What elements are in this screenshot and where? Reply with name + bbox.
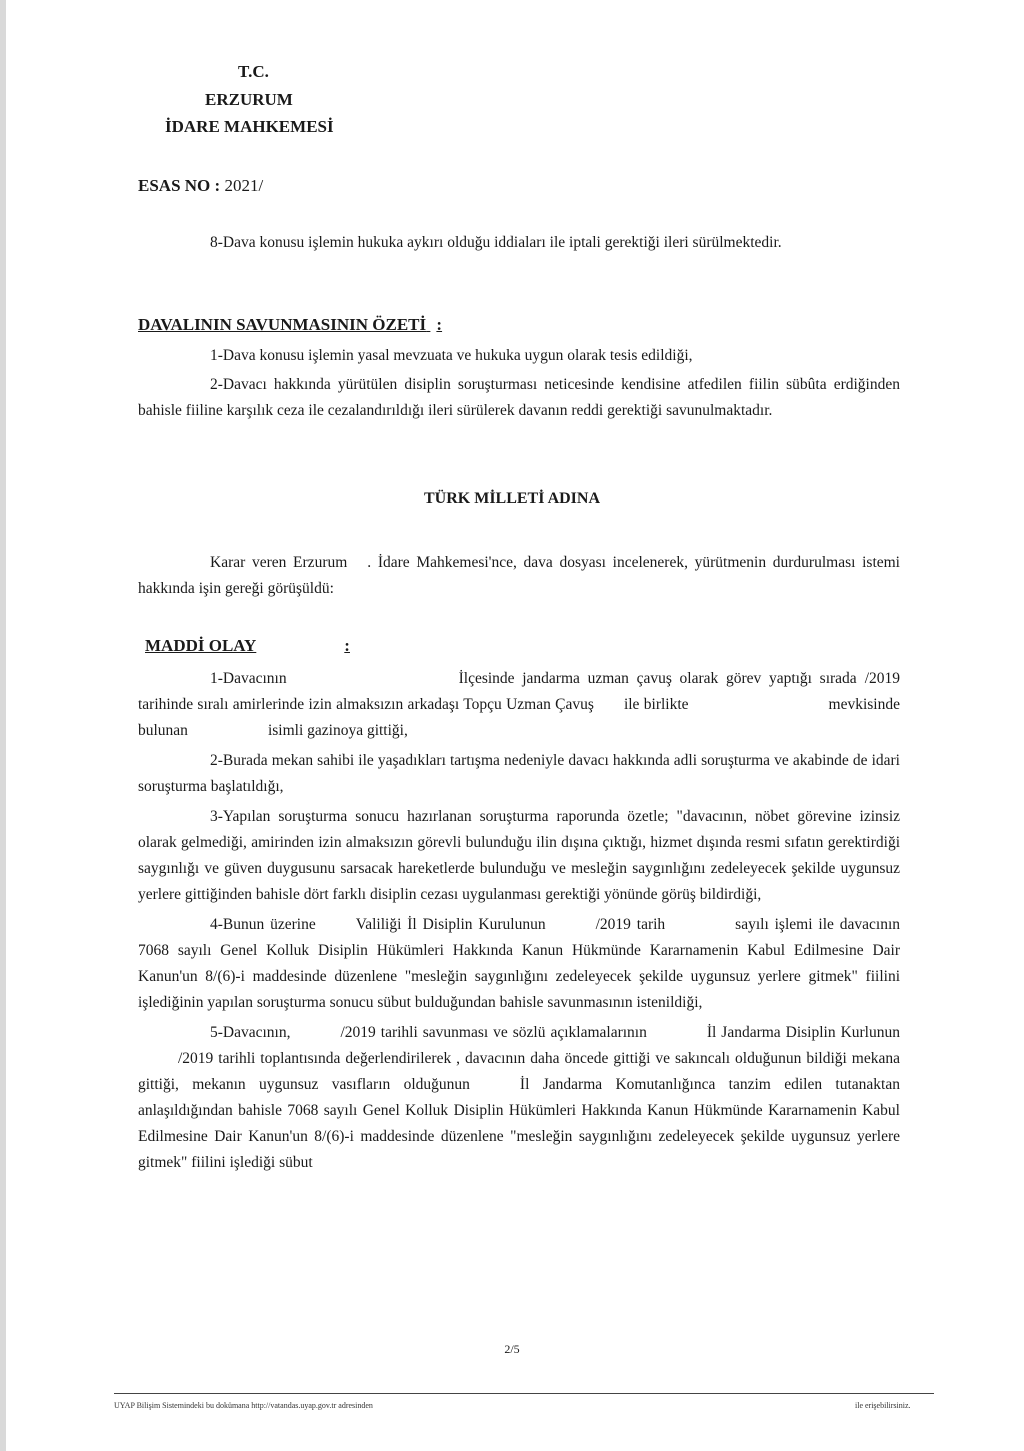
- esas-no: [138, 176, 263, 196]
- facts-p1-b: İlçesinde jandarma uzman çavuş olarak görev yaptığı sırada: [458, 670, 857, 687]
- facts-p5-d: /2019 tarihli toplantısında değerlendirilerek , davacının daha öncede gittiği ve sakıncalı olduğunun bildiği mekana gittiği, mekanın uygunsuz vasıfların olduğunun: [138, 1050, 900, 1093]
- defense-p2: 2-Davacı hakkında yürütülen disiplin soruşturması neticesinde kendisine atfedilen fiilin sübûta erdiğinden bahisle fiiline karşılık ceza ile cezalandırıldığı ileri sürülerek davanın reddi gerektiği savunulmaktadır.: [138, 376, 900, 419]
- esas-value: 2021/: [224, 176, 264, 195]
- facts-p3: 3-Yapılan soruşturma sonucu hazırlanan soruşturma raporunda özetle; "davacının, nöbet görevine izinsiz olarak gelmediği, amirinden izin almaksızın görevli bulunduğu ilin dışına çıktığı, hizmet dışında resmi sıfatın gerektirdiği saygınlığı ve güven duygusunu sarsacak hareketlerde bulunduğu ve mesleğin saygınlığını zedeleyecek şekilde uygunsuz yerlere gittiğinden bahisle dört farklı disiplin cezası uygulanması gerektiği yönünde görüş bildirdiği,: [138, 808, 900, 903]
- facts-p4-b: Valiliği İl Disiplin Kurulunun: [355, 916, 546, 933]
- facts-p5-e: İl Jandarma Komutanlığınca tanzim edilen tutanaktan anlaşıldığından bahisle 7068 sayılı Genel Kolluk Disiplin Hükümleri Hakkında Kanun Hükmünde Kararnamenin Kabul Edilmesine Dair Kanun'un 8/(6)-i maddesinde düzenlene "mesleğin saygınlığını zedeleyecek şekilde uygunsuz yerlere gitmek" fiilini işlediği sübut: [138, 1076, 900, 1171]
- verdict-title: TÜRK MİLLETİ ADINA: [423, 490, 601, 507]
- facts-p2: 2-Burada mekan sahibi ile yaşadıkları tartışma nedeniyle davacı hakkında adli soruşturma ve akabinde de idari soruşturma başlatıldığı,: [138, 752, 900, 795]
- decision-paragraph: [138, 550, 900, 602]
- facts-body: [138, 666, 900, 1176]
- defense-heading-text: DAVALININ SAVUNMASININ ÖZETİ: [138, 315, 427, 334]
- facts-p5-c: İl Jandarma Disiplin Kurlunun: [706, 1024, 900, 1041]
- esas-label: ESAS NO :: [138, 176, 221, 195]
- defense-heading: [138, 315, 442, 335]
- page-number: 2/5: [504, 1342, 520, 1356]
- intro-text: 8-Dava konusu işlemin hukuka aykırı olduğu iddiaları ile iptali gerektiği ileri sürülmektedir.: [210, 234, 782, 251]
- footer-left-text: UYAP Bilişim Sistemindeki bu dokümana http://vatandas.uyap.gov.tr adresinden: [114, 1401, 373, 1410]
- defense-heading-colon: :: [436, 315, 443, 334]
- facts-p1-f: isimli gazinoya gittiği,: [267, 722, 408, 739]
- facts-p4-c: /2019 tarih: [595, 916, 666, 933]
- defense-p1: 1-Dava konusu işlemin yasal mevzuata ve hukuka uygun olarak tesis edildiği,: [210, 347, 693, 364]
- footer-right-text: ile erişebilirsiniz.: [855, 1401, 911, 1410]
- facts-p5: [138, 1020, 900, 1176]
- facts-p1-c: /2019 tarihinde sıralı amirlerinde izin almaksızın arkadaşı Topçu Uzman Çavuş: [138, 670, 900, 713]
- intro-paragraph: [138, 230, 900, 256]
- facts-p5-b: /2019 tarihli savunması ve sözlü açıklamalarının: [340, 1024, 647, 1041]
- facts-p4-d: sayılı işlemi ile davacının 7068 sayılı Genel Kolluk Disiplin Hükümleri Hakkında Kanun Hükmünde Kararnamenin Kabul Edilmesine Dair Kanun'un 8/(6)-i maddesinde düzenlene "mesleğin saygınlığını zedeleyecek şekilde uygunsuz yerlere gitmek" fiilini işlediğinin yapılan soruşturma sonucu sübut bulduğundan bahisle savunmasının istenildiği,: [138, 916, 901, 1011]
- defense-body: [138, 343, 900, 424]
- facts-p1-a: 1-Davacının: [210, 670, 287, 687]
- facts-p4-a: 4-Bunun üzerine: [210, 916, 316, 933]
- decision-text: [138, 550, 900, 602]
- header-city: ERZURUM: [205, 90, 293, 109]
- facts-heading: [145, 636, 350, 656]
- header-court: İDARE MAHKEMESİ: [165, 117, 334, 136]
- decision-part1: Karar veren Erzurum: [210, 554, 348, 571]
- facts-p5-a: 5-Davacının,: [210, 1024, 291, 1041]
- facts-p1-d: ile birlikte: [623, 696, 689, 713]
- facts-p1-e: mevkisinde bulunan: [138, 696, 900, 739]
- footer-divider: [114, 1393, 934, 1394]
- facts-p1: [138, 666, 900, 744]
- header-tc: T.C.: [238, 62, 269, 81]
- facts-heading-text: MADDİ OLAY: [145, 636, 257, 655]
- facts-heading-colon: :: [344, 636, 350, 655]
- facts-p4: [138, 912, 900, 1016]
- decision-part2: . İdare Mahkemesi'nce, dava dosyası incelenerek, yürütmenin durdurulması istemi hakkında işin gereği görüşüldü:: [138, 554, 900, 597]
